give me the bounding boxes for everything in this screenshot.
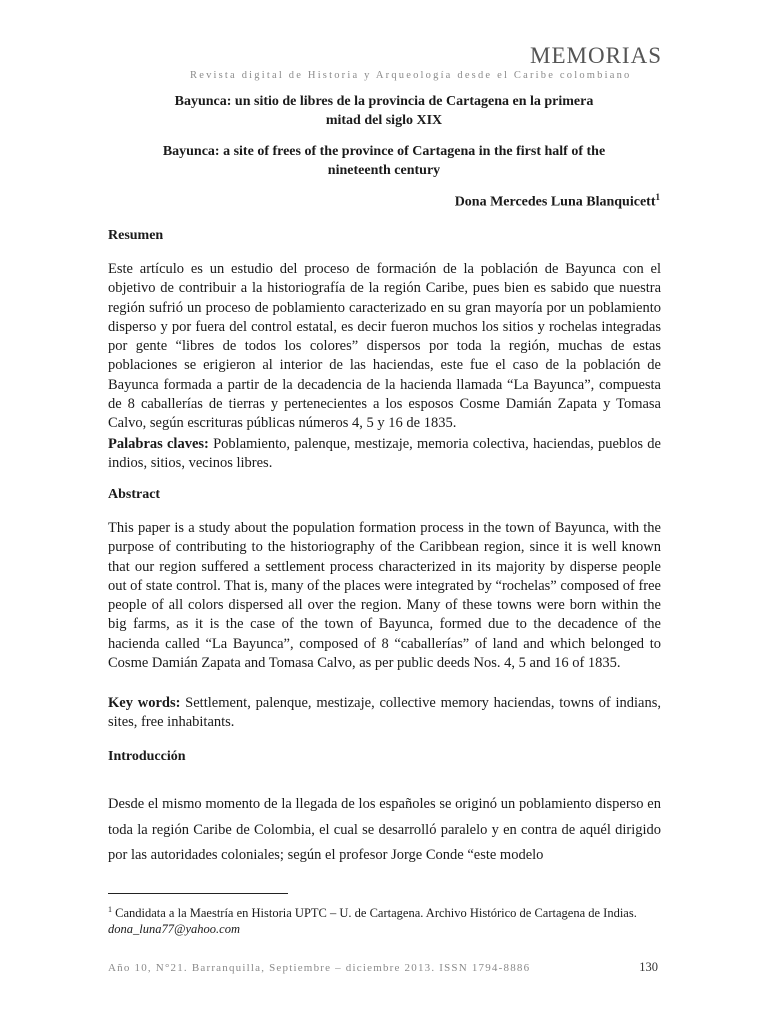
footnote-mark: 1 bbox=[108, 905, 112, 914]
author-name-text: Dona Mercedes Luna Blanquicett bbox=[454, 194, 656, 210]
footnote-email-link[interactable]: dona_luna77@yahoo.com bbox=[108, 922, 240, 937]
footnote bbox=[108, 902, 668, 937]
keywords-spanish bbox=[108, 435, 661, 474]
abstract-heading: Abstract bbox=[108, 487, 161, 502]
introduccion-heading: Introducción bbox=[108, 749, 186, 764]
keywords-spanish-text: Poblamiento, palenque, mestizaje, memoria colectiva, haciendas, pueblos de indios, sitios, vecinos libres. bbox=[108, 436, 661, 472]
footnote-text: Candidata a la Maestría en Historia UPTC – U. de Cartagena. Archivo Histórico de Cartagena de Indias. bbox=[112, 906, 637, 921]
author-footnote-mark: 1 bbox=[655, 192, 660, 202]
journal-subtitle: Revista digital de Historia y Arqueología desde el Caribe colombiano bbox=[190, 70, 632, 81]
page-number: 130 bbox=[639, 960, 658, 974]
keywords-english-text: Settlement, palenque, mestizaje, collective memory haciendas, towns of indians, sites, free inhabitants. bbox=[108, 695, 661, 731]
keywords-spanish-label: Palabras claves: bbox=[108, 436, 209, 452]
author-name bbox=[455, 192, 660, 211]
resumen-heading: Resumen bbox=[108, 228, 164, 243]
resumen-paragraph: Este artículo es un estudio del proceso de formación de la población de Bayunca con el objetivo de contribuir a la historiografía de la región Caribe, pues bien es sabido que nuestra región sufrió un proceso de poblamiento caracterizado en su gran mayoría por un poblamiento disperso y por fuera del control estatal, es decir fueron muchos los sitios y rochelas integradas por gente “libres de todos los colores” dispersos por toda la región, muchas de estas poblaciones se erigieron al interior de las haciendas, este fue el caso de la población de Bayunca formada a partir de la decadencia de la hacienda llamada “La Bayunca”, compuesta de 8 caballerías de tierras y pertenecientes a los esposos Cosme Damián Zapata y Tomasa Calvo, según escrituras públicas números 4, 5 y 16 de 1835. bbox=[108, 261, 661, 432]
footnote-divider bbox=[108, 893, 288, 894]
abstract-paragraph: This paper is a study about the population formation process in the town of Bayunca, with the purpose of contributing to the historiography of the Caribbean region, since it is well known that our region suffered a settlement process characterized in its majority by disperse people out of state control. That is, many of the places were integrated by “rochelas” composed of free people of all colors dispersed all over the region. Many of these towns were born within the big farms, as it is the case of the town of Bayunca, formed due to the decadence of the hacienda called “La Bayunca”, composed of 8 “caballerías” of land and which belonged to Cosme Damián Zapata and Tomasa Calvo, as per public deeds Nos. 4, 5 and 16 of 1835. bbox=[108, 520, 661, 672]
keywords-english bbox=[108, 694, 661, 733]
journal-title: MEMORIAS bbox=[530, 43, 662, 68]
article-title-spanish: Bayunca: un sitio de libres de la provincia de Cartagena en la primera mitad del siglo XIX bbox=[174, 94, 594, 128]
article-title-english: Bayunca: a site of frees of the province of Cartagena in the first half of the nineteenth century bbox=[162, 144, 606, 178]
introduccion-paragraph: Desde el mismo momento de la llegada de los españoles se originó un poblamiento disperso en toda la región Caribe de Colombia, el cual se desarrolló paralelo y en contra de aquél dirigido por las autoridades coloniales; según el profesor Jorge Conde “este modelo bbox=[108, 796, 661, 863]
keywords-english-label: Key words: bbox=[108, 695, 181, 711]
issue-info: Año 10, N°21. Barranquilla, Septiembre – diciembre 2013. ISSN 1794-8886 bbox=[108, 962, 531, 974]
